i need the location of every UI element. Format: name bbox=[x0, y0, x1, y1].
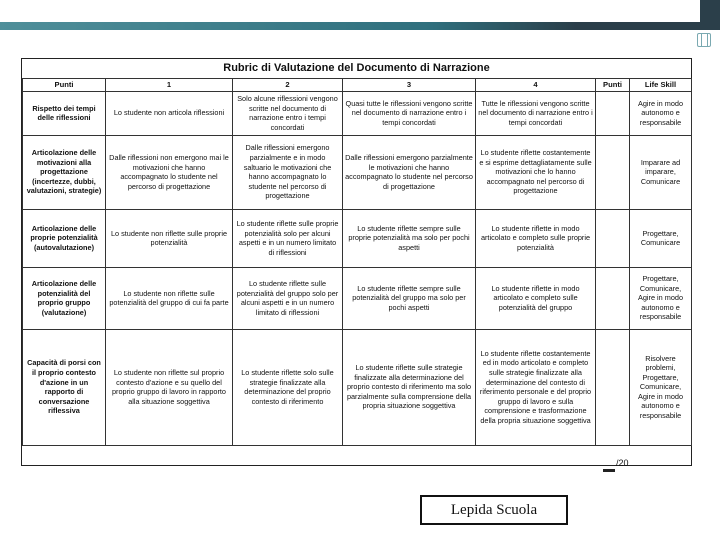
table-row bbox=[23, 329, 692, 445]
level-3-cell: Lo studente riflette sulle strategie finalizzate alla determinazione del proprio contesto di riferimento ma solo parzialmente sulla comprensione della propria situazione soggettiva bbox=[343, 329, 476, 445]
level-1-cell: Lo studente non riflette sulle proprie potenzialità bbox=[106, 209, 233, 267]
total-score-label: /20 bbox=[616, 458, 629, 468]
header-level-1: 1 bbox=[106, 79, 233, 92]
level-3-cell: Lo studente riflette sempre sulle potenzialità del gruppo ma solo per pochi aspetti bbox=[343, 267, 476, 329]
criterion-cell: Articolazione delle proprie potenzialità (autovalutazione) bbox=[23, 209, 106, 267]
level-1-cell: Dalle riflessioni non emergono mai le motivazioni che hanno accompagnato lo studente nel percorso di progettazione bbox=[106, 135, 233, 209]
rubric-table bbox=[22, 78, 692, 446]
score-cell bbox=[596, 209, 630, 267]
header-points: Punti bbox=[23, 79, 106, 92]
level-4-cell: Lo studente riflette costantemente ed in modo articolato e completo sulle strategie finalizzate alla determinazione del contesto di riferimento personale e del proprio gruppo di lavoro e sulla comprensione e trasformazione della propria situazione soggettiva bbox=[476, 329, 596, 445]
life-skill-cell: Agire in modo autonomo e responsabile bbox=[630, 91, 692, 135]
level-2-cell: Lo studente riflette sulle potenzialità del gruppo solo per alcuni aspetti e in un numero limitato di riflessioni bbox=[233, 267, 343, 329]
level-3-cell: Lo studente riflette sempre sulle proprie potenzialità ma solo per pochi aspetti bbox=[343, 209, 476, 267]
life-skill-cell: Progettare, Comunicare bbox=[630, 209, 692, 267]
header-level-4: 4 bbox=[476, 79, 596, 92]
slide-top-band bbox=[0, 22, 720, 30]
level-4-cell: Tutte le riflessioni vengono scritte nel documento di narrazione entro i tempi concordati bbox=[476, 91, 596, 135]
level-1-cell: Lo studente non riflette sul proprio contesto d'azione e su quello del proprio gruppo di lavoro in rapporto alla situazione soggettiva bbox=[106, 329, 233, 445]
life-skill-cell: Imparare ad imparare, Comunicare bbox=[630, 135, 692, 209]
total-score-blank bbox=[603, 469, 615, 472]
level-4-cell: Lo studente riflette costantemente e si esprime dettagliatamente sulle motivazioni che lo hanno accompagnato nel percorso di progettazione bbox=[476, 135, 596, 209]
criterion-cell: Articolazione delle potenzialità del proprio gruppo (valutazione) bbox=[23, 267, 106, 329]
level-3-cell: Quasi tutte le riflessioni vengono scritte nel documento di narrazione entro i tempi concordati bbox=[343, 91, 476, 135]
life-skill-cell: Risolvere problemi, Progettare, Comunicare, Agire in modo autonomo e responsabile bbox=[630, 329, 692, 445]
score-cell bbox=[596, 135, 630, 209]
rubric-header-row bbox=[23, 79, 692, 92]
score-cell bbox=[596, 91, 630, 135]
table-row bbox=[23, 267, 692, 329]
level-4-cell: Lo studente riflette in modo articolato e completo sulle potenzialità del gruppo bbox=[476, 267, 596, 329]
rubric-sheet bbox=[21, 58, 692, 466]
level-2-cell: Dalle riflessioni emergono parzialmente e in modo saltuario le motivazioni che hanno accompagnato lo studente nel percorso di progettazione bbox=[233, 135, 343, 209]
level-2-cell: Solo alcune riflessioni vengono scritte nel documento di narrazione entro i tempi concordati bbox=[233, 91, 343, 135]
slide-corner-block bbox=[700, 0, 720, 30]
level-4-cell: Lo studente riflette in modo articolato e completo sulle proprie potenzialità bbox=[476, 209, 596, 267]
score-cell bbox=[596, 329, 630, 445]
criterion-cell: Rispetto dei tempi delle riflessioni bbox=[23, 91, 106, 135]
level-2-cell: Lo studente riflette solo sulle strategie finalizzate alla determinazione del proprio contesto di riferimento bbox=[233, 329, 343, 445]
level-2-cell: Lo studente riflette sulle proprie potenzialità solo per alcuni aspetti e in un numero limitato di riflessioni bbox=[233, 209, 343, 267]
header-level-3: 3 bbox=[343, 79, 476, 92]
life-skill-cell: Progettare, Comunicare, Agire in modo autonomo e responsabile bbox=[630, 267, 692, 329]
header-life-skill: Life Skill bbox=[630, 79, 692, 92]
header-score: Punti bbox=[596, 79, 630, 92]
level-1-cell: Lo studente non articola riflessioni bbox=[106, 91, 233, 135]
rubric-title: Rubric di Valutazione del Documento di Narrazione bbox=[223, 62, 490, 74]
slide-corner-ornament bbox=[697, 33, 711, 47]
score-cell bbox=[596, 267, 630, 329]
header-level-2: 2 bbox=[233, 79, 343, 92]
table-row bbox=[23, 209, 692, 267]
footer-caption: Lepida Scuola bbox=[420, 495, 568, 525]
criterion-cell: Capacità di porsi con il proprio contesto d'azione in un rapporto di conversazione riflessiva bbox=[23, 329, 106, 445]
table-row bbox=[23, 135, 692, 209]
level-1-cell: Lo studente non riflette sulle potenzialità del gruppo di cui fa parte bbox=[106, 267, 233, 329]
criterion-cell: Articolazione delle motivazioni alla progettazione (incertezze, dubbi, valutazioni, strategie) bbox=[23, 135, 106, 209]
level-3-cell: Dalle riflessioni emergono parzialmente le motivazioni che hanno accompagnato lo studente nel percorso di progettazione bbox=[343, 135, 476, 209]
table-row bbox=[23, 91, 692, 135]
